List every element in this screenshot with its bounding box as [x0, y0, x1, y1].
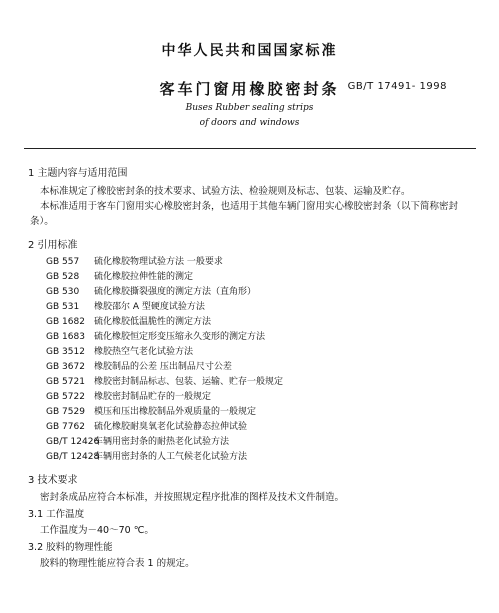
reference-item	[46, 449, 247, 462]
reference-title: 车辆用密封条的耐热老化试验方法	[94, 437, 230, 447]
reference-title: 橡胶热空气老化试验方法	[94, 347, 194, 357]
reference-code: GB 1682	[46, 317, 85, 327]
reference-item	[46, 389, 211, 402]
reference-title: 硫化橡胶耐臭氧老化试验静态拉伸试验	[94, 422, 248, 432]
reference-code: GB 531	[46, 302, 80, 312]
section-3-1-heading: 3.1 工作温度	[28, 509, 85, 520]
reference-item	[46, 254, 223, 267]
section-1-paragraph-2-line-1: 本标准适用于客车门窗用实心橡胶密封条，也适用于其他车辆门窗用实心橡胶密封条（以下简称密封	[40, 201, 459, 212]
reference-title: 硫化橡胶物理试验方法 一般要求	[94, 257, 223, 267]
reference-title: 硫化橡胶拉伸性能的测定	[94, 272, 194, 282]
document-title: 客车门窗用橡胶密封条	[159, 80, 340, 98]
reference-item	[46, 404, 256, 417]
reference-title: 硫化橡胶恒定形变压缩永久变形的测定方法	[94, 332, 266, 342]
reference-item	[46, 374, 283, 387]
reference-code: GB/T 12426	[46, 437, 100, 447]
english-title-line-1: Buses Rubber sealing strips	[185, 103, 314, 113]
section-3-1-text: 工作温度为－40～70 ℃。	[40, 525, 154, 536]
reference-title: 橡胶制品的公差 压出制品尺寸公差	[94, 362, 232, 372]
section-3-2-heading: 3.2 胶料的物理性能	[28, 542, 113, 553]
section-2-heading: 2 引用标准	[28, 240, 78, 251]
section-1-paragraph-2-line-2: 条）。	[30, 216, 54, 227]
reference-code: GB 5722	[46, 392, 85, 402]
reference-code: GB 5721	[46, 377, 85, 387]
standard-name: 中华人民共和国国家标准	[161, 43, 338, 59]
reference-item	[46, 314, 211, 327]
standard-code: GB/T 17491- 1998	[347, 81, 447, 92]
section-1-paragraph-1: 本标准规定了橡胶密封条的技术要求、试验方法、检验规则及标志、包装、运输及贮存。	[40, 186, 411, 197]
reference-code: GB/T 12428	[46, 452, 100, 462]
reference-code: GB 7529	[46, 407, 85, 417]
header-divider	[24, 148, 476, 149]
reference-code: GB 3672	[46, 362, 85, 372]
reference-item	[46, 269, 193, 282]
reference-item	[46, 329, 265, 342]
reference-item	[46, 284, 256, 297]
reference-title: 橡胶密封制品标志、包装、运输、贮存一般规定	[94, 377, 284, 387]
reference-code: GB 557	[46, 257, 80, 267]
section-3-heading: 3 技术要求	[28, 475, 78, 486]
reference-title: 硫化橡胶撕裂强度的测定方法（直角形）	[94, 287, 257, 297]
reference-title: 橡胶邵尔 A 型硬度试验方法	[94, 302, 205, 312]
reference-code: GB 7762	[46, 422, 85, 432]
reference-item	[46, 344, 193, 357]
reference-item	[46, 359, 232, 372]
section-3-2-text: 胶料的物理性能应符合表 1 的规定。	[40, 558, 195, 569]
reference-code: GB 528	[46, 272, 80, 282]
reference-item	[46, 299, 205, 312]
reference-title: 橡胶密封制品贮存的一般规定	[94, 392, 212, 402]
reference-item	[46, 419, 247, 432]
reference-title: 车辆用密封条的人工气候老化试验方法	[94, 452, 248, 462]
reference-title: 硫化橡胶低温脆性的测定方法	[94, 317, 212, 327]
reference-item	[46, 434, 229, 447]
english-title-line-2: of doors and windows	[199, 118, 300, 128]
reference-code: GB 530	[46, 287, 80, 297]
reference-code: GB 3512	[46, 347, 85, 357]
reference-title: 模压和压出橡胶制品外观质量的一般规定	[94, 407, 257, 417]
section-3-paragraph: 密封条成品应符合本标准，并按照规定程序批准的图样及技术文件制造。	[40, 492, 345, 503]
reference-code: GB 1683	[46, 332, 85, 342]
section-1-heading: 1 主题内容与适用范围	[28, 168, 128, 179]
